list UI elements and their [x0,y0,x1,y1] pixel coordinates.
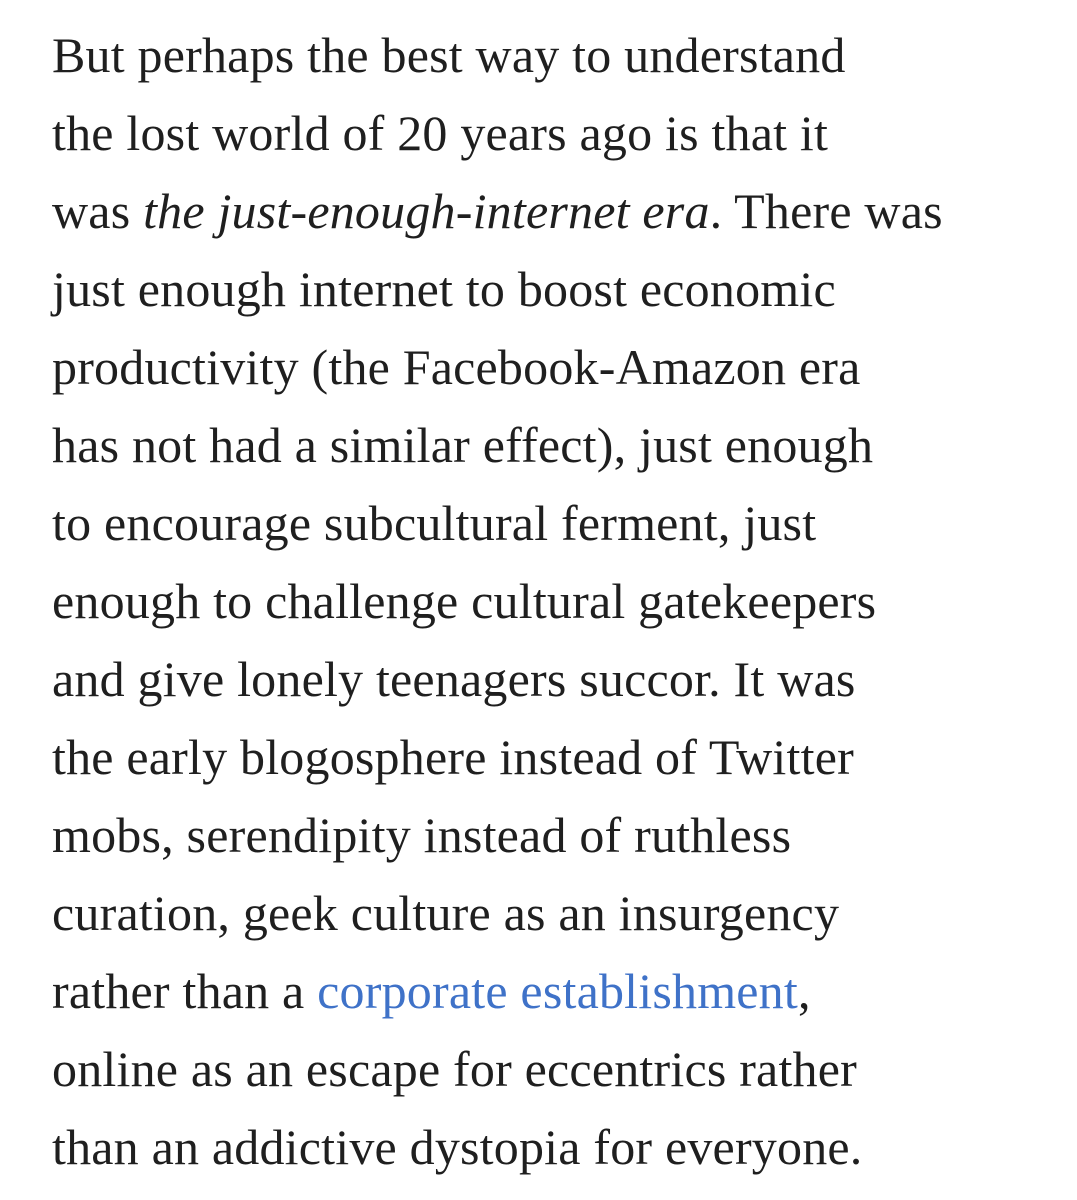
line-13-suffix: , [797,963,811,1019]
paragraph-line-9: and give lonely teenagers succor. It was [52,651,856,707]
paragraph-line-13 [52,952,1062,1030]
paragraph-line-4: just enough internet to boost economic [52,261,836,317]
line-13-prefix: rather than a [52,963,318,1019]
paragraph-line-8: enough to challenge cultural gatekeepers [52,573,877,629]
paragraph-line-1: But perhaps the best way to understand [52,27,846,83]
emphasized-phrase: the just-enough-internet era [143,183,710,239]
paragraph-line-2: the lost world of 20 years ago is that it [52,105,829,161]
paragraph-line-11: mobs, serendipity instead of ruthless [52,807,792,863]
paragraph-line-14: online as an escape for eccentrics rather [52,1041,857,1097]
article-paragraph [52,16,1062,1186]
paragraph-line-6: has not had a similar effect), just enough [52,417,874,473]
paragraph-line-15: than an addictive dystopia for everyone. [52,1119,863,1175]
line-3-prefix: was [52,183,144,239]
paragraph-line-5: productivity (the Facebook-Amazon era [52,339,861,395]
paragraph-line-7: to encourage subcultural ferment, just [52,495,817,551]
corporate-establishment-link[interactable]: corporate establishment [317,963,798,1019]
paragraph-line-3 [52,172,1062,250]
line-3-suffix: . There was [709,183,943,239]
paragraph-line-10: the early blogosphere instead of Twitter [52,729,854,785]
paragraph-line-12: curation, geek culture as an insurgency [52,885,840,941]
